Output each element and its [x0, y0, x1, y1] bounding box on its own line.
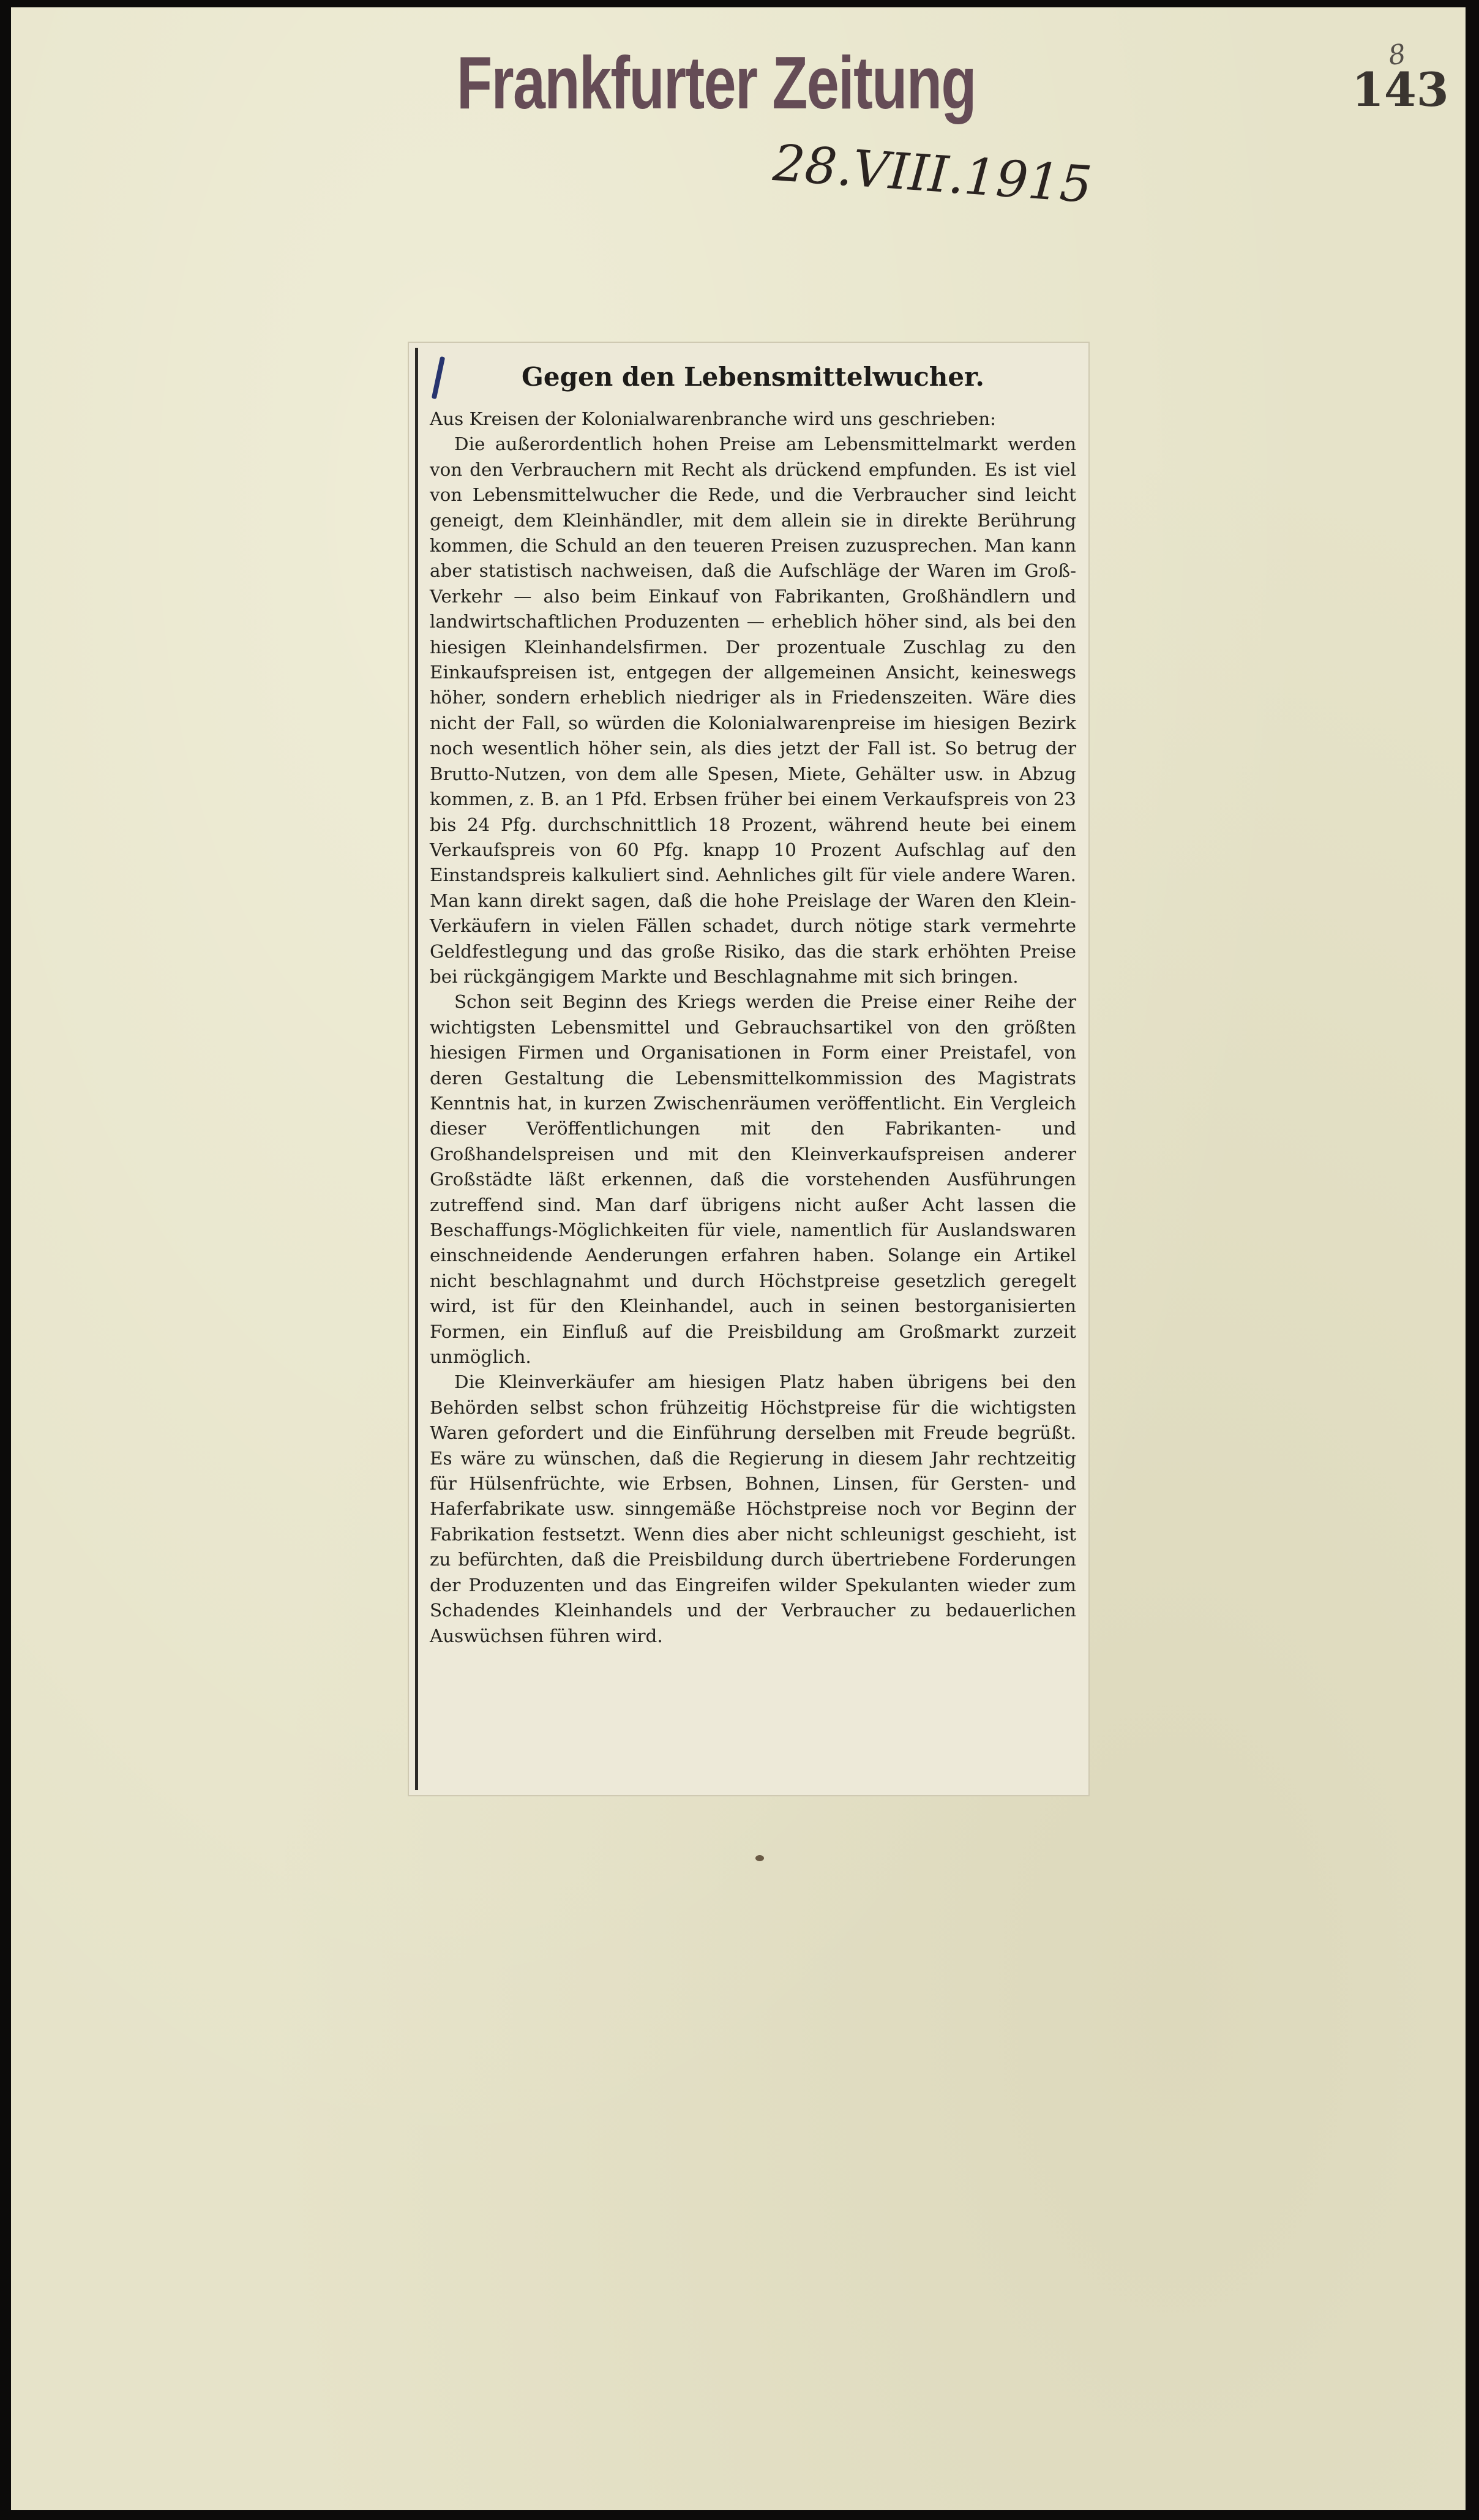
article-title: Gegen den Lebensmittelwucher. — [522, 362, 984, 392]
folio-number: 143 — [1352, 62, 1449, 117]
article-paragraph: Die außerordentlich hohen Preise am Lebensmittelmarkt werden von den Verbrauchern mit Recht als drückend empfunden. Es ist viel von Lebensmittelwucher die Rede, und die Verbraucher sind leicht geneigt, dem Kleinhändler, mit dem allein sie in direkte Berührung kommen, die Schuld an den teueren Preisen zuzusprechen. Man kann aber statistisch nachweisen, daß die Aufschläge der Waren im Groß-Verkehr — also beim Einkauf von Fabrikanten, Großhändlern und landwirtschaftlichen Produzenten — erheblich höher sind, als bei den hiesigen Kleinhandelsfirmen. Der prozentuale Zuschlag zu den Einkaufspreisen ist, entgegen der allgemeinen Ansicht, keineswegs höher, sondern erheblich niedriger als in Friedenszeiten. Wäre dies nicht der Fall, so würden die Kolonialwarenpreise im hiesigen Bezirk noch wesentlich höher sein, als dies jetzt der Fall ist. So betrug der Brutto-Nutzen, von dem alle Spesen, Miete, Gehälter usw. in Abzug kommen, z. B. an 1 Pfd. Erbsen früher bei einem Verkaufspreis von 23 bis 24 Pfg. durchschnittlich 18 Prozent, während heute bei einem Verkaufspreis von 60 Pfg. knapp 10 Prozent Aufschlag auf den Einstandspreis kalkuliert sind. Aehnliches gilt für viele andere Waren. Man kann direkt sagen, daß die hohe Preislage der Waren den Klein-Verkäufern in vielen Fällen schadet, durch nötige stark vermehrte Geldfestlegung und das große Risiko, das die stark erhöhten Preise bei rückgängigem Markte und Beschlagnahme mit sich bringen. — [430, 433, 1076, 987]
paper-speck — [755, 1855, 764, 1861]
newspaper-masthead: Frankfurter Zeitung — [457, 41, 976, 124]
article-paragraph: Die Kleinverkäufer am hiesigen Platz haben übrigens bei den Behörden selbst schon frühzeitig Höchstpreise für die wichtigsten Waren gefordert und die Einführung derselben mit Freude begrüßt. Es wäre zu wünschen, daß die Regierung in diesem Jahr rechtzeitig für Hülsenfrüchte, wie Erbsen, Bohnen, Linsen, für Gersten- und Haferfabrikate usw. sinngemäße Höchstpreise noch vor Beginn der Fabrikation festsetzt. Wenn dies aber nicht schleunigst geschieht, ist zu befürchten, daß die Preisbildung durch übertriebene Forderungen der Produzenten und das Eingreifen wilder Spekulanten wieder zum Schadendes Kleinhandels und der Verbraucher zu bedauerlichen Auswüchsen führen wird. — [430, 1371, 1076, 1646]
article-paragraph: Aus Kreisen der Kolonialwarenbranche wird uns geschrieben: — [430, 408, 997, 429]
folio-pencil-mark: 8 — [1386, 38, 1408, 72]
article-paragraph: Schon seit Beginn des Kriegs werden die Preise einer Reihe der wichtigsten Lebensmittel und Gebrauchsartikel von den größten hiesigen Firmen und Organisationen in Form einer Preistafel, von deren Gestaltung die Lebensmittelkommission des Magistrats Kenntnis hat, in kurzen Zwischenräumen veröffentlicht. Ein Vergleich dieser Veröffentlichungen mit den Fabrikanten- und Großhandelspreisen und mit den Kleinverkaufspreisen anderer Großstädte läßt erkennen, daß die vorstehenden Ausführungen zutreffend sind. Man darf übrigens nicht außer Acht lassen die Beschaffungs-Möglichkeiten für viele, namentlich für Auslandswaren einschneidende Aenderungen erfahren haben. Solange ein Artikel nicht beschlagnahmt und durch Höchstpreise gesetzlich geregelt wird, ist für den Kleinhandel, auch in seinen bestorganisierten Formen, ein Einfluß auf die Preisbildung am Großmarkt zurzeit unmöglich. — [430, 991, 1076, 1368]
newspaper-clipping — [409, 343, 1088, 1795]
handwritten-date: 28.VIII.1915 — [771, 134, 1094, 215]
column-rule — [415, 348, 418, 1790]
archive-sheet — [11, 7, 1466, 2510]
article-body — [430, 407, 1076, 1649]
